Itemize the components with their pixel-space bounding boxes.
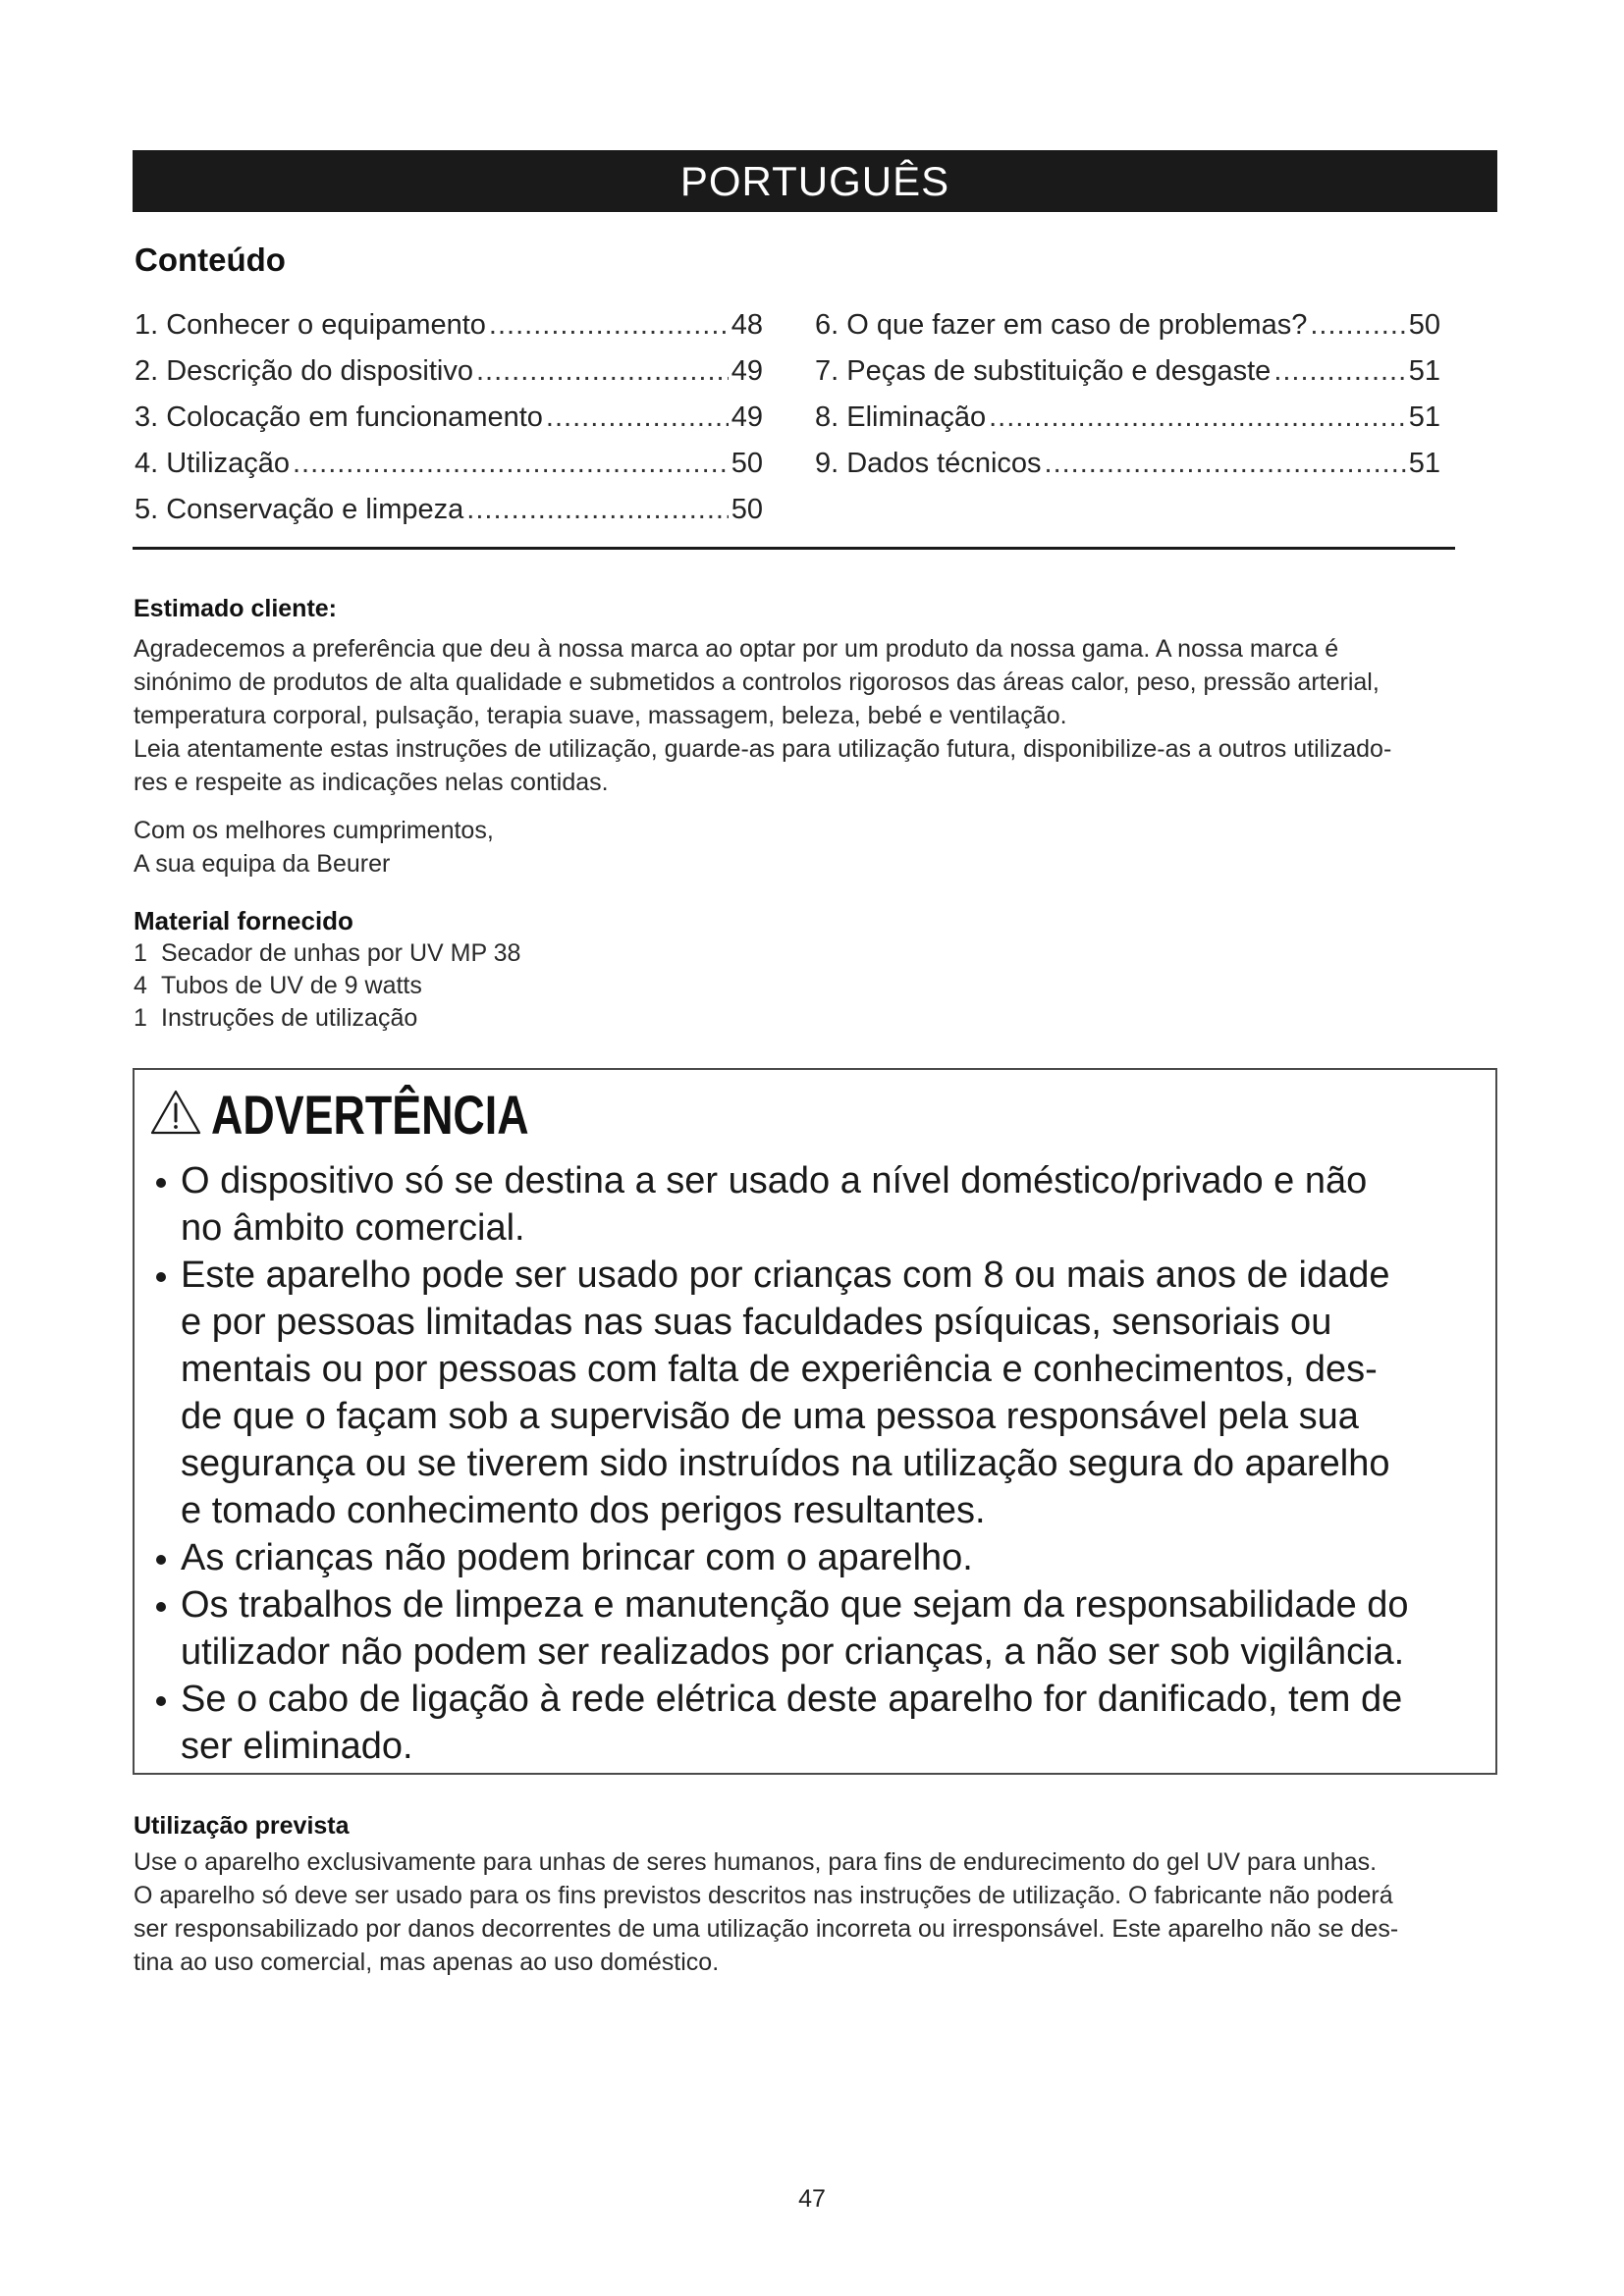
warning-bullet-line [181,1723,1491,1770]
paragraph-line: res e respeite as indicações nelas contidas. [134,769,609,796]
supplied-item-qty: 1 [134,1004,147,1032]
toc-leader-dots [1310,302,1405,348]
greeting-closing [134,814,494,881]
warning-bullet-line [181,1440,1491,1487]
paragraph-line: sinónimo de produtos de alta qualidade e submetidos a controlos rigorosos das áreas calor, peso, pressão arterial, [134,668,1380,696]
warning-bullet-line [181,1534,1491,1581]
warning-bullet-line [181,1581,1491,1629]
warning-text: Se o cabo de ligação à rede elétrica deste aparelho for danificado, tem de [181,1679,1403,1720]
warning-title-text: ADVERTÊNCIA [211,1084,529,1146]
warning-text: As crianças não podem brincar com o aparelho. [181,1537,973,1578]
toc-entry-label: 3. Colocação em funcionamento [135,401,543,433]
warning-text: e tomado conhecimento dos perigos resultantes. [181,1490,986,1531]
toc-leader-dots [546,395,729,441]
paragraph-line: temperatura corporal, pulsação, terapia suave, massagem, beleza, bebé e ventilação. [134,702,1067,729]
toc-leader-dots [476,348,729,395]
warning-bullet-line [181,1299,1491,1346]
toc-entry [135,441,763,487]
toc-entry-label: 2. Descrição do dispositivo [135,355,473,387]
supplied-item [134,937,520,970]
toc-leader-dots [466,487,728,533]
paragraph-line: Use o aparelho exclusivamente para unhas de seres humanos, para fins de endurecimento do gel UV para unhas. [134,1848,1378,1876]
toc-entry-label: 6. O que fazer em caso de problemas? [815,309,1308,341]
toc-entry-page: 49 [731,355,763,387]
supplied-list [134,937,520,1035]
toc-entry [135,348,763,395]
toc-entry-label: 4. Utilização [135,448,290,479]
toc-divider [133,547,1455,550]
supplied-item-text: Instruções de utilização [161,1004,418,1032]
language-header-bar [133,150,1497,212]
warning-bullet-line [181,1629,1491,1676]
warning-text: de que o façam sob a supervisão de uma pessoa responsável pela sua [181,1396,1359,1437]
supplied-title: Material fornecido [134,906,353,935]
warning-text: e por pessoas limitadas nas suas faculdades psíquicas, sensoriais ou [181,1302,1332,1343]
intended-use-title: Utilização prevista [134,1812,350,1840]
warning-title [211,1084,608,1147]
toc-entry-label: 7. Peças de substituição e desgaste [815,355,1272,387]
warning-bullet-line [181,1676,1491,1723]
warning-text: O dispositivo só se destina a ser usado a nível doméstico/privado e não [181,1160,1368,1201]
intended-use-paragraph [134,1845,1398,1979]
toc-title: Conteúdo [135,241,286,278]
warning-bullet-line [181,1252,1491,1299]
warning-bullet-line [181,1346,1491,1393]
toc-leader-dots [989,395,1406,441]
page-number: 47 [798,2185,826,2213]
paragraph-line: Agradecemos a preferência que deu à nossa marca ao optar por um produto da nossa gama. A nossa marca é [134,635,1339,663]
paragraph-line: O aparelho só deve ser usado para os fins previstos descritos nas instruções de utilização. O fabricante não poderá [134,1882,1393,1909]
warning-triangle-icon [149,1089,202,1136]
toc-entry-label: 5. Conservação e limpeza [135,494,464,525]
warning-box [133,1068,1497,1775]
toc-entry-page: 50 [731,494,763,525]
warning-text: segurança ou se tiverem sido instruídos na utilização segura do aparelho [181,1443,1390,1484]
toc-entry-page: 50 [1408,309,1440,341]
toc-entry [815,395,1440,441]
supplied-item [134,1002,520,1035]
supplied-item [134,970,520,1002]
greeting-paragraph [134,632,1391,799]
warning-text: Os trabalhos de limpeza e manutenção que sejam da responsabilidade do [181,1584,1409,1626]
toc-leader-dots [1045,441,1406,487]
warning-bullet-line [181,1157,1491,1204]
toc-entry [815,441,1440,487]
bullet-dot [156,1272,166,1282]
toc-leader-dots [293,441,729,487]
toc-entry-page: 51 [1408,355,1440,387]
warning-text: mentais ou por pessoas com falta de experiência e conhecimentos, des- [181,1349,1378,1390]
closing-line: Com os melhores cumprimentos, [134,817,494,844]
warning-bullet-line [181,1487,1491,1534]
toc-entry-label: 8. Eliminação [815,401,987,433]
warning-bullet-list [181,1157,1491,1770]
supplied-item-qty: 4 [134,972,147,999]
toc-entry-page: 51 [1408,448,1440,479]
warning-text: utilizador não podem ser realizados por crianças, a não ser sob vigilância. [181,1631,1405,1673]
warning-text: Este aparelho pode ser usado por crianças com 8 ou mais anos de idade [181,1255,1390,1296]
toc-column-right [815,302,1440,487]
toc-entry-label: 1. Conhecer o equipamento [135,309,486,341]
warning-bullet-line [181,1204,1491,1252]
toc-entry-page: 51 [1408,401,1440,433]
closing-line: A sua equipa da Beurer [134,850,391,878]
toc-entry [135,302,763,348]
paragraph-line: Leia atentamente estas instruções de utilização, guarde-as para utilização futura, disponibilize-as a outros utilizado- [134,735,1392,763]
toc-entry-page: 49 [731,401,763,433]
supplied-item-qty: 1 [134,939,147,967]
supplied-item-text: Tubos de UV de 9 watts [161,972,422,999]
toc-entry-page: 48 [731,309,763,341]
toc-entry-label: 9. Dados técnicos [815,448,1042,479]
toc-leader-dots [1273,348,1405,395]
language-title: PORTUGUÊS [679,157,950,204]
bullet-dot [156,1602,166,1612]
greeting-title: Estimado cliente: [134,595,337,622]
supplied-item-text: Secador de unhas por UV MP 38 [161,939,521,967]
paragraph-line: tina ao uso comercial, mas apenas ao uso doméstico. [134,1949,720,1976]
warning-bullet-line [181,1393,1491,1440]
toc-entry [815,348,1440,395]
warning-text: no âmbito comercial. [181,1207,525,1249]
bullet-dot [156,1178,166,1188]
toc-entry [135,395,763,441]
paragraph-line: ser responsabilizado por danos decorrentes de uma utilização incorreta ou irresponsável. Este aparelho não se des- [134,1915,1399,1943]
warning-text: ser eliminado. [181,1726,413,1767]
toc-entry-page: 50 [731,448,763,479]
bullet-dot [156,1555,166,1565]
toc-leader-dots [489,302,729,348]
toc-entry [815,302,1440,348]
toc-entry [135,487,763,533]
toc-column-left [135,302,763,533]
bullet-dot [156,1696,166,1706]
